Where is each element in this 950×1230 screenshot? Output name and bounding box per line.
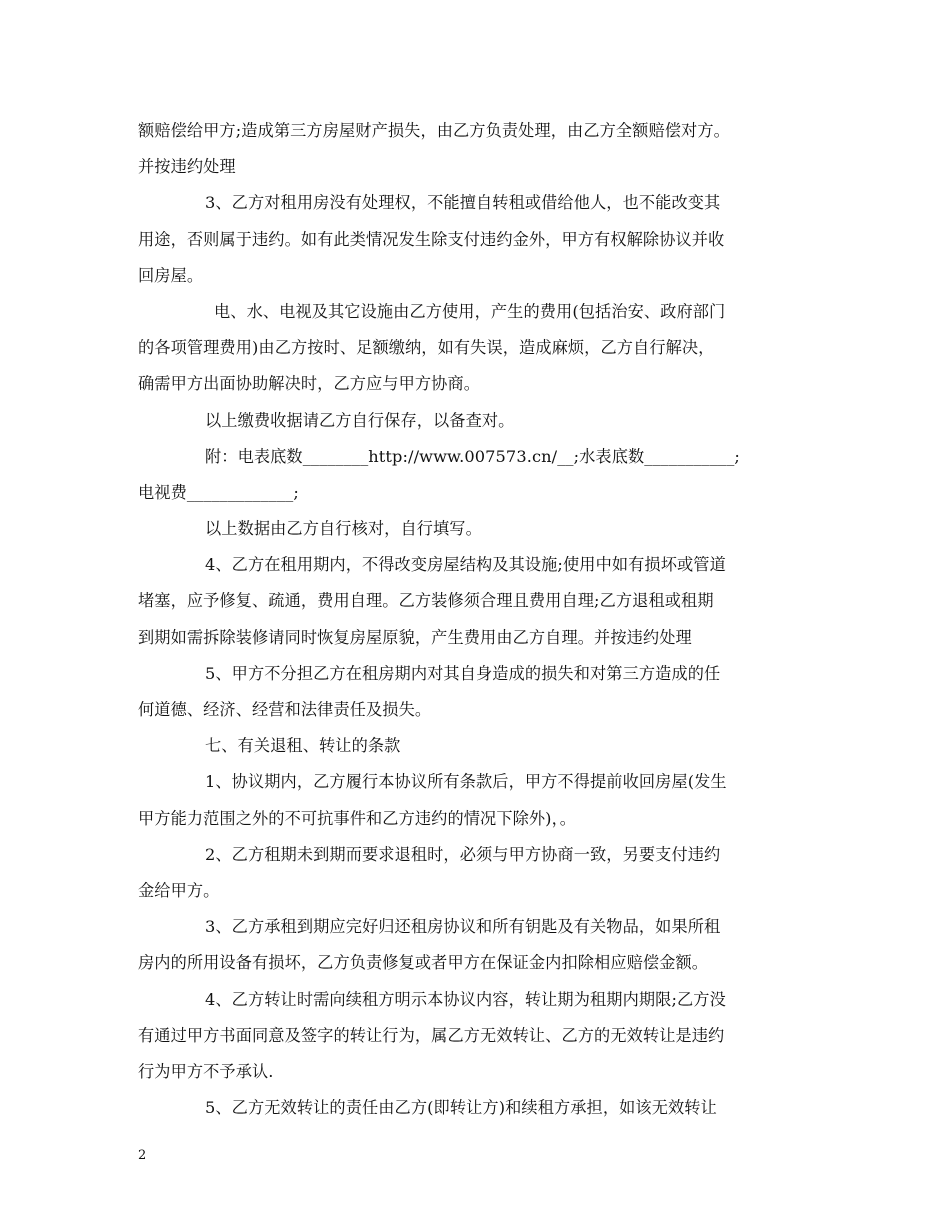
text-line: 堵塞，应予修复、疏通，费用自理。乙方装修须合理且费用自理;乙方退租或租期 — [138, 591, 714, 611]
text-line: 3、乙方对租用房没有处理权，不能擅自转租或借给他人，也不能改变其 — [205, 193, 721, 213]
text-line: 房内的所用设备有损坏，乙方负责修复或者甲方在保证金内扣除相应赔偿金额。 — [138, 953, 709, 973]
text-line: 有通过甲方书面同意及签字的转让行为，属乙方无效转让、乙方的无效转让是违约 — [138, 1025, 725, 1045]
text-line: 回房屋。 — [138, 265, 204, 285]
text-line: 用途，否则属于违约。如有此类情况发生除支付违约金外，甲方有权解除协议并收 — [138, 229, 725, 249]
text-line: 以上数据由乙方自行核对，自行填写。 — [205, 519, 482, 539]
section-heading: 七、有关退租、转让的条款 — [205, 736, 401, 756]
text-line: 甲方能力范围之外的不可抗事件和乙方违约的情况下除外)，。 — [138, 808, 577, 828]
text-line: 电视费_____________; — [138, 482, 299, 502]
text-line: 以上缴费收据请乙方自行保存，以备查对。 — [205, 410, 515, 430]
text-line: 的各项管理费用)由乙方按时、足额缴纳，如有失误，造成麻烦，乙方自行解决， — [138, 338, 715, 358]
text-line: 确需甲方出面协助解决时，乙方应与甲方协商。 — [138, 374, 481, 394]
text-line: 1、协议期内，乙方履行本协议所有条款后，甲方不得提前收回房屋(发生 — [205, 772, 727, 792]
text-line: 并按违约处理 — [138, 157, 236, 177]
text-line: 附：电表底数________http://www.007573.cn/__;水表底数___________; — [205, 446, 740, 466]
text-line: 3、乙方承租到期应完好归还租房协议和所有钥匙及有关物品，如果所租 — [205, 917, 721, 937]
page-number: 2 — [138, 1148, 147, 1163]
text-line: 4、乙方在租用期内，不得改变房屋结构及其设施;使用中如有损坏或管道 — [205, 555, 726, 575]
text-line: 何道德、经济、经营和法律责任及损失。 — [138, 700, 432, 719]
text-line: 5、乙方无效转让的责任由乙方(即转让方)和续租方承担，如该无效转让 — [205, 1098, 717, 1118]
text-line: 电、水、电视及其它设施由乙方使用，产生的费用(包括治安、政府部门 — [214, 301, 726, 321]
document-body — [138, 113, 818, 1126]
text-line: 到期如需拆除装修请同时恢复房屋原貌，产生费用由乙方自理。并按违约处理 — [138, 627, 692, 647]
text-line: 金给甲方。 — [138, 880, 220, 900]
text-line: 4、乙方转让时需向续租方明示本协议内容，转让期为租期内期限;乙方没 — [205, 989, 726, 1009]
text-line: 行为甲方不予承认. — [138, 1061, 274, 1081]
text-line: 额赔偿给甲方;造成第三方房屋财产损失，由乙方负责处理，由乙方全额赔偿对方。 — [138, 121, 730, 140]
text-line: 2、乙方租期未到期而要求退租时，必须与甲方协商一致，另要支付违约 — [205, 844, 721, 864]
text-line: 5、甲方不分担乙方在租房期内对其自身造成的损失和对第三方造成的任 — [205, 663, 721, 683]
